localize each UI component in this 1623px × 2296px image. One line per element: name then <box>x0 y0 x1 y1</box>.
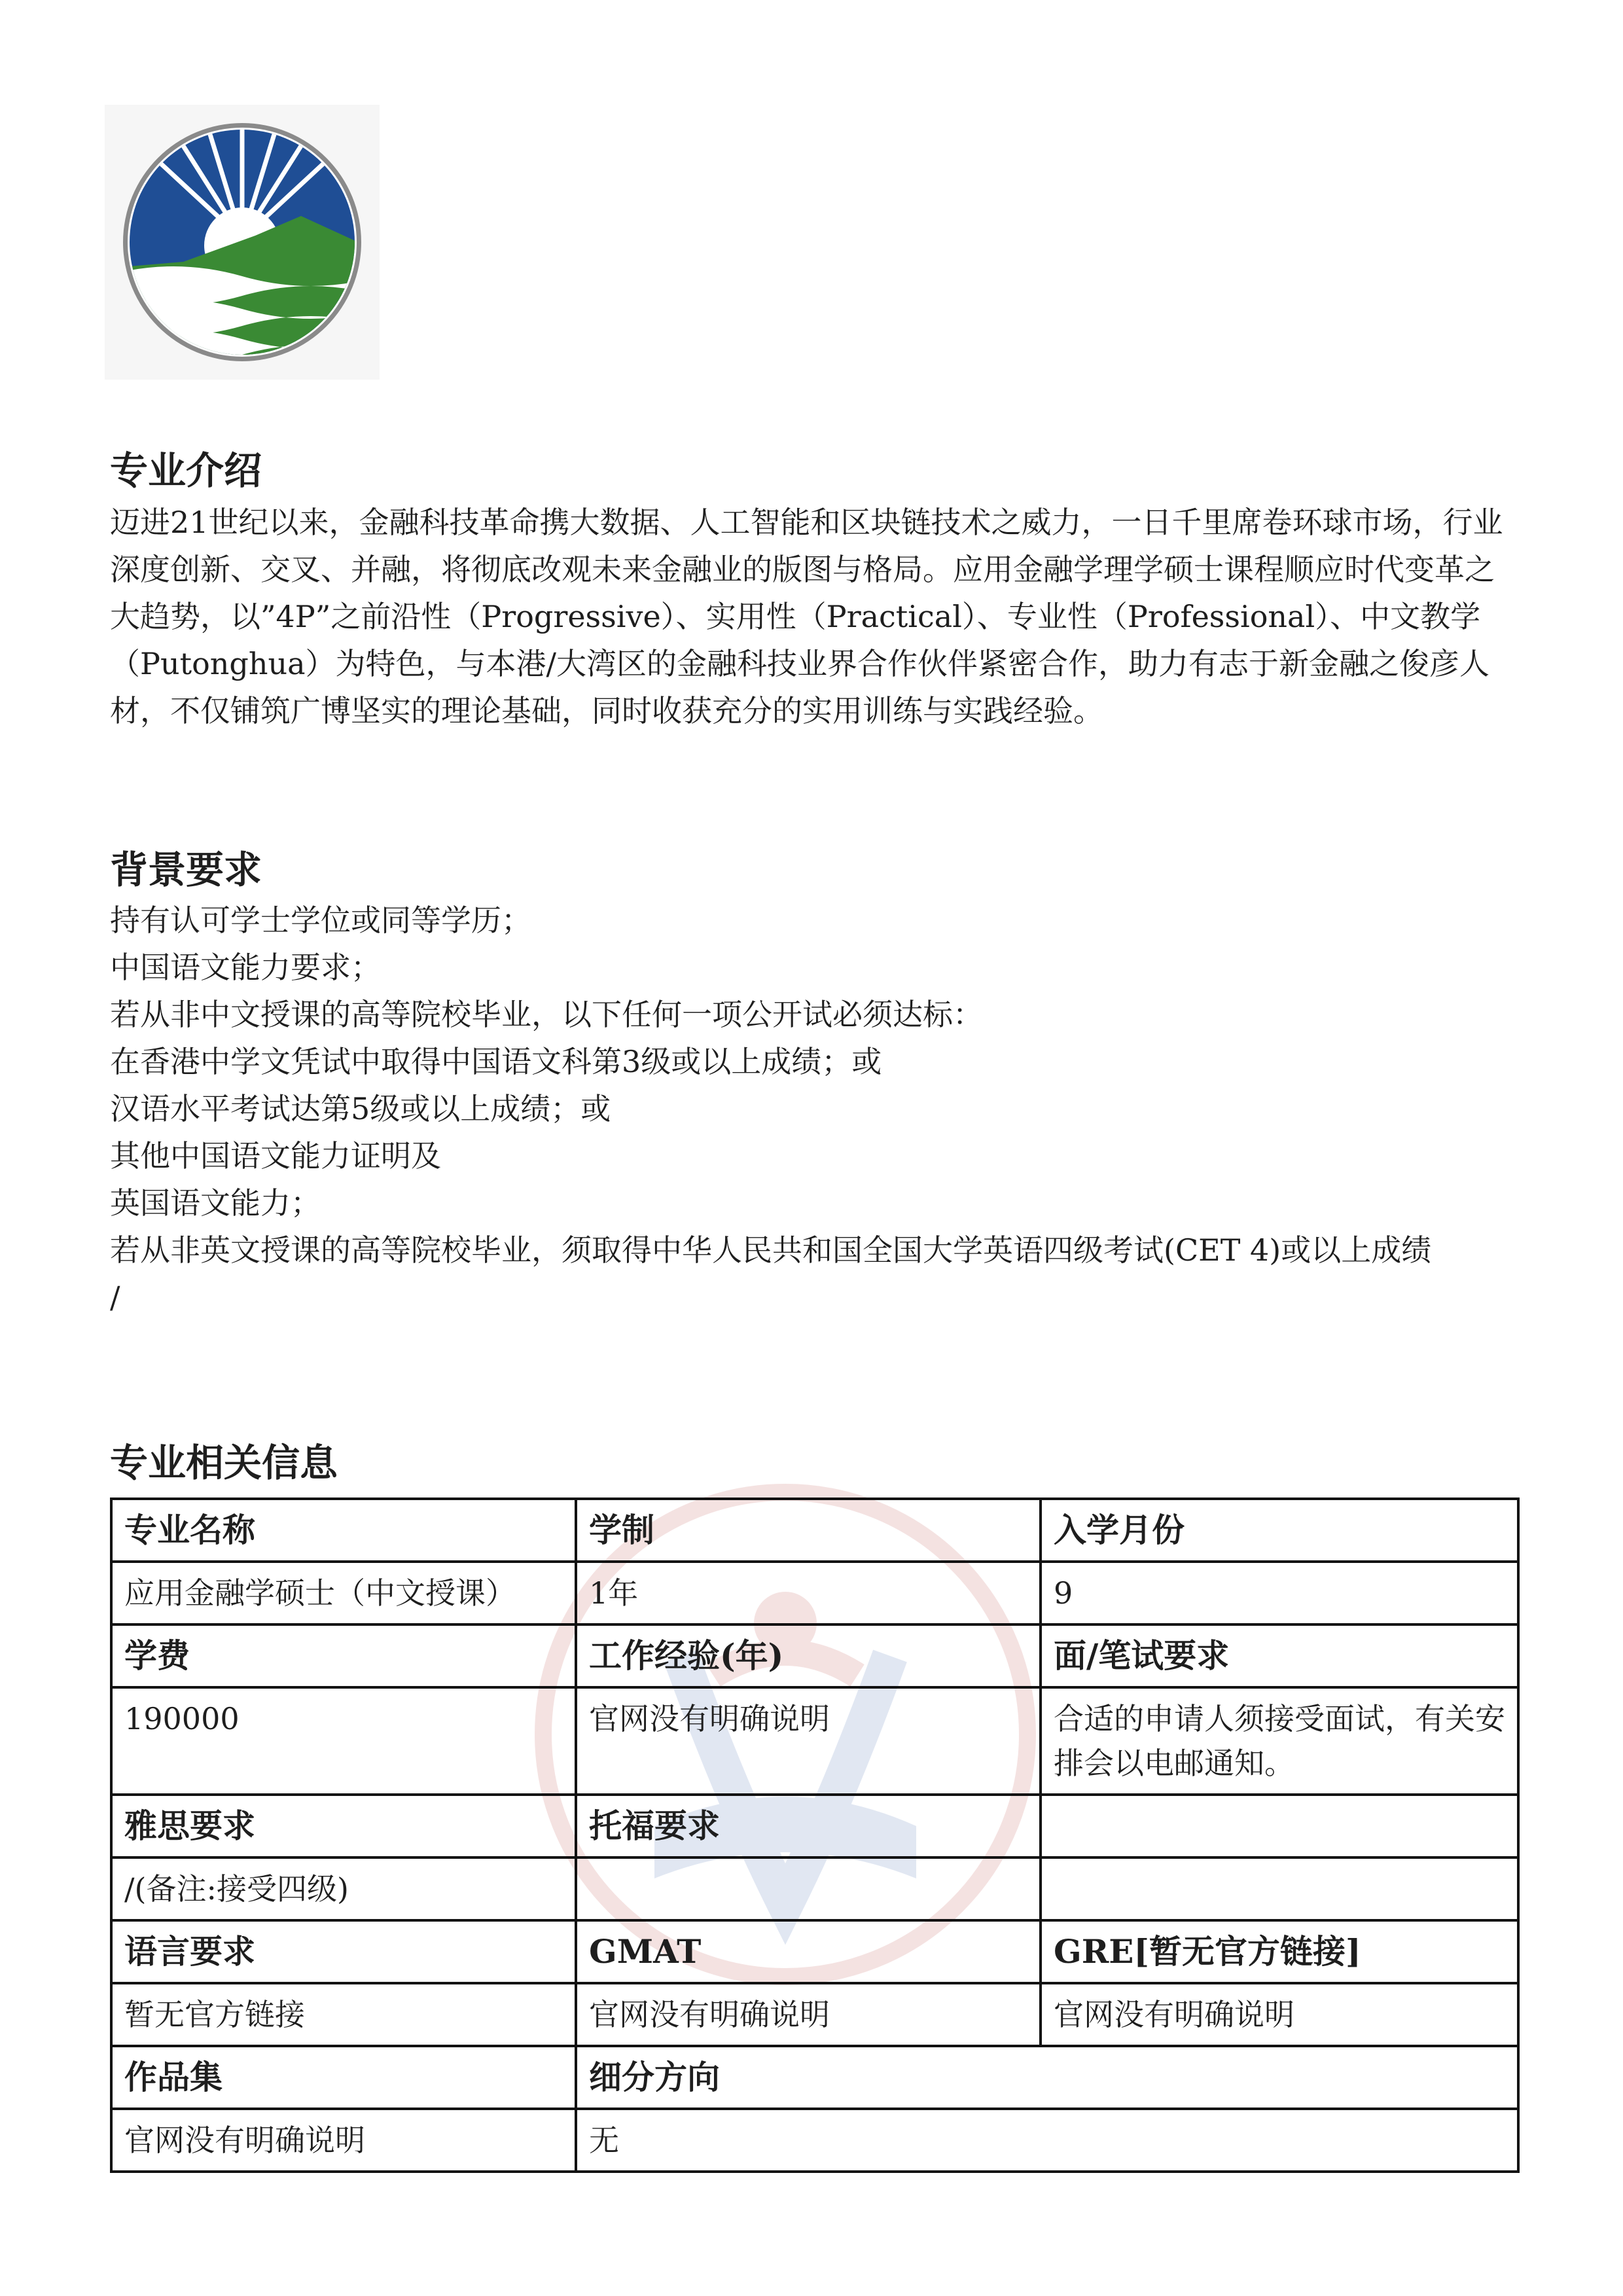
table-header-row <box>111 1795 1518 1857</box>
requirement-item: 若从非中文授课的高等院校毕业，以下任何一项公开试必须达标： <box>110 997 983 1032</box>
table-row <box>111 1687 1518 1795</box>
requirement-item: 在香港中学文凭试中取得中国语文科第3级或以上成绩；或 <box>110 1044 882 1079</box>
table-cell: 应用金融学硕士（中文授课） <box>111 1562 576 1624</box>
table-header-cell: 细分方向 <box>576 2046 1518 2109</box>
table-header-cell: GRE[暂无官方链接] <box>1041 1920 1518 1983</box>
table-cell: 1年 <box>576 1562 1041 1624</box>
table-header-cell: 入学月份 <box>1041 1499 1518 1562</box>
table-row <box>111 1983 1518 2046</box>
requirement-item: 中国语文能力要求； <box>110 950 381 985</box>
background-requirements-list <box>110 897 1517 1321</box>
table-header-cell: 工作经验(年) <box>576 1624 1041 1687</box>
table-cell: 官网没有明确说明 <box>111 2109 576 2172</box>
table-row <box>111 1562 1518 1624</box>
table-header-cell: GMAT <box>576 1920 1041 1983</box>
table-cell: /(备注:接受四级) <box>111 1857 576 1920</box>
requirement-item: 汉语水平考试达第5级或以上成绩；或 <box>110 1091 611 1126</box>
table-header-row <box>111 2046 1518 2109</box>
background-heading: 背景要求 <box>110 848 262 892</box>
table-cell: 官网没有明确说明 <box>576 1983 1041 2046</box>
table-cell: 无 <box>576 2109 1518 2172</box>
table-cell: 暂无官方链接 <box>111 1983 576 2046</box>
table-cell <box>1041 1857 1518 1920</box>
table-header-cell: 作品集 <box>111 2046 576 2109</box>
program-info-table <box>110 1498 1520 2173</box>
info-heading: 专业相关信息 <box>110 1441 338 1485</box>
table-cell: 190000 <box>111 1687 576 1795</box>
table-row <box>111 1857 1518 1920</box>
table-header-row <box>111 1920 1518 1983</box>
table-header-cell: 雅思要求 <box>111 1795 576 1857</box>
table-cell <box>576 1857 1041 1920</box>
table-header-cell: 学费 <box>111 1624 576 1687</box>
university-logo <box>105 105 380 380</box>
table-header-row <box>111 1499 1518 1562</box>
requirement-item: 其他中国语文能力证明及 <box>110 1138 441 1174</box>
table-header-cell: 学制 <box>576 1499 1041 1562</box>
requirement-item: 持有认可学士学位或同等学历； <box>110 903 531 938</box>
table-cell: 合适的申请人须接受面试，有关安排会以电邮通知。 <box>1041 1687 1518 1795</box>
intro-heading: 专业介绍 <box>110 448 262 493</box>
table-row <box>111 2109 1518 2172</box>
table-cell: 9 <box>1041 1562 1518 1624</box>
table-header-cell: 专业名称 <box>111 1499 576 1562</box>
table-header-cell <box>1041 1795 1518 1857</box>
requirement-item: / <box>110 1280 120 1315</box>
table-header-cell: 面/笔试要求 <box>1041 1624 1518 1687</box>
intro-paragraph: 迈进21世纪以来，金融科技革命携大数据、人工智能和区块链技术之威力，一日千里席卷环球市场，行业深度创新、交叉、并融，将彻底改观未来金融业的版图与格局。应用金融学理学硕士课程顺应时代变革之大趋势，以”4P”之前沿性（Progressive）、实用性（Practical）、专业性（Professional）、中文教学（Putonghua）为特色，与本港/大湾区的金融科技业界合作伙伴紧密合作，助力有志于新金融之俊彦人材，不仅铺筑广博坚实的理论基础，同时收获充分的实用训练与实践经验。 <box>110 505 1503 728</box>
table-header-cell: 语言要求 <box>111 1920 576 1983</box>
table-header-row <box>111 1624 1518 1687</box>
requirement-item: 英国语文能力； <box>110 1185 321 1221</box>
table-cell: 官网没有明确说明 <box>576 1687 1041 1795</box>
table-cell: 官网没有明确说明 <box>1041 1983 1518 2046</box>
requirement-item: 若从非英文授课的高等院校毕业，须取得中华人民共和国全国大学英语四级考试(CET 4)或以上成绩 <box>110 1232 1432 1268</box>
table-header-cell: 托福要求 <box>576 1795 1041 1857</box>
